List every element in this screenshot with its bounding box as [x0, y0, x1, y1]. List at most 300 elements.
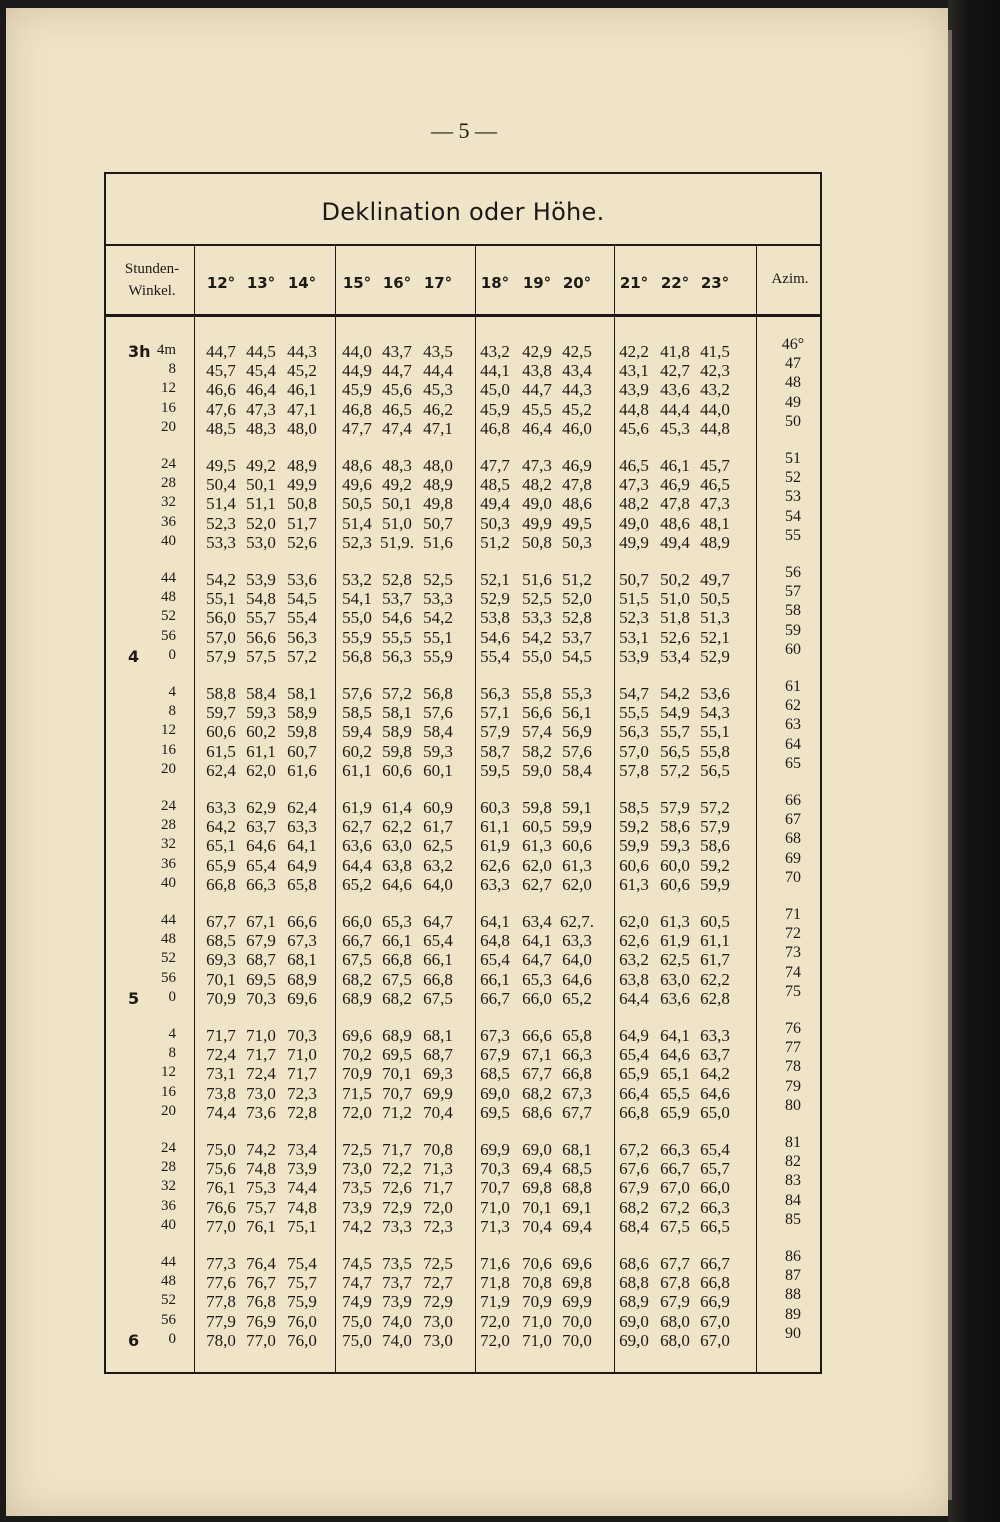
table-cell: 68,0 [660, 1330, 690, 1350]
table-cell: 76,8 [246, 1292, 276, 1312]
table-cell: 74,8 [246, 1159, 276, 1179]
table-cell: 70,3 [246, 988, 276, 1008]
table-cell: 61,7 [423, 817, 453, 837]
table-cell: 76,7 [246, 1273, 276, 1293]
table-cell: 63,6 [342, 836, 372, 856]
minute-label: 52 [161, 1292, 176, 1309]
table-cell: 41,8 [660, 342, 690, 361]
table-cell: 67,3 [287, 931, 317, 951]
table-cell: 72,4 [246, 1064, 276, 1084]
table-cell: 67,9 [246, 931, 276, 951]
azimuth-cell: 54 [785, 507, 801, 525]
table-cell: 44,7 [206, 342, 236, 361]
minute-label: 0 [168, 988, 176, 1005]
table-cell: 65,4 [619, 1045, 649, 1065]
table-cell: 64,9 [619, 1026, 649, 1045]
minute-label: 8 [168, 361, 176, 378]
table-cell: 63,2 [619, 950, 649, 970]
table-cell: 73,4 [287, 1140, 317, 1159]
table-cell: 65,8 [287, 874, 317, 894]
table-cell: 77,3 [206, 1254, 236, 1273]
table-cell: 74,0 [382, 1330, 412, 1350]
table-cell: 73,0 [423, 1330, 453, 1350]
table-cell: 71,7 [246, 1045, 276, 1065]
table-cell: 46,9 [562, 456, 592, 475]
table-cell: 55,0 [342, 608, 372, 628]
table-cell: 55,1 [423, 627, 453, 647]
table-cell: 63,3 [480, 874, 510, 894]
table-cell: 61,1 [246, 741, 276, 761]
table-cell: 46,9 [660, 475, 690, 495]
table-cell: 64,1 [480, 912, 510, 931]
table-cell: 70,1 [382, 1064, 412, 1084]
minute-label: 52 [161, 950, 176, 967]
table-cell: 62,0 [522, 855, 552, 875]
table-cell: 45,6 [382, 380, 412, 400]
table-cell: 58,1 [287, 684, 317, 703]
minute-label: 0 [168, 646, 176, 663]
table-cell: 71,3 [423, 1159, 453, 1179]
minute-label: 40 [161, 532, 176, 549]
table-cell: 72,0 [480, 1330, 510, 1350]
table-cell: 74,9 [342, 1292, 372, 1312]
table-cell: 69,1 [562, 1197, 592, 1217]
table-cell: 44,4 [660, 399, 690, 419]
minute-label: 28 [161, 1159, 176, 1176]
table-cell: 53,3 [423, 589, 453, 609]
table-cell: 45,5 [522, 399, 552, 419]
table-cell: 74,5 [342, 1254, 372, 1273]
table-cell: 70,9 [522, 1292, 552, 1312]
azimuth-cell: 47 [785, 355, 801, 373]
table-cell: 65,3 [522, 969, 552, 989]
table-cell: 44,0 [342, 342, 372, 361]
table-cell: 65,2 [562, 988, 592, 1008]
table-cell: 55,5 [619, 703, 649, 723]
table-cell: 49,9 [619, 532, 649, 552]
table-cell: 47,7 [342, 418, 372, 438]
table-cell: 67,9 [660, 1292, 690, 1312]
table-cell: 52,1 [700, 627, 730, 647]
table-cell: 75,1 [287, 1216, 317, 1236]
table-cell: 73,5 [382, 1254, 412, 1273]
table-cell: 52,0 [562, 589, 592, 609]
table-cell: 68,8 [619, 1273, 649, 1293]
table-cell: 43,1 [619, 361, 649, 381]
table-cell: 70,3 [480, 1159, 510, 1179]
table-cell: 54,2 [660, 684, 690, 703]
table-cell: 56,3 [480, 684, 510, 703]
table-cell: 49,2 [246, 456, 276, 475]
column-header: 13° [246, 274, 276, 292]
table-cell: 64,0 [562, 950, 592, 970]
minute-label: 4 [168, 684, 176, 700]
table-cell: 66,9 [700, 1292, 730, 1312]
table-cell: 72,3 [423, 1216, 453, 1236]
table-cell: 73,1 [206, 1064, 236, 1084]
table-cell: 61,4 [382, 798, 412, 817]
column-header: 16° [382, 274, 412, 292]
table-cell: 46,8 [480, 418, 510, 438]
table-cell: 73,7 [382, 1273, 412, 1293]
table-cell: 51,4 [342, 513, 372, 533]
table-cell: 56,6 [246, 627, 276, 647]
table-cell: 69,6 [562, 1254, 592, 1273]
azimuth-cell: 72 [785, 925, 801, 943]
table-cell: 54,7 [619, 684, 649, 703]
minute-label: 44 [161, 570, 176, 586]
minute-label: 4 [168, 1026, 176, 1042]
table-cell: 60,6 [382, 760, 412, 780]
table-cell: 55,8 [700, 741, 730, 761]
table-cell: 71,7 [287, 1064, 317, 1084]
table-cell: 65,4 [246, 855, 276, 875]
table-cell: 60,3 [480, 798, 510, 817]
table-cell: 63,3 [287, 817, 317, 837]
table-cell: 69,4 [522, 1159, 552, 1179]
table-cell: 75,0 [206, 1140, 236, 1159]
table-cell: 65,4 [700, 1140, 730, 1159]
table-cell: 58,1 [382, 703, 412, 723]
table-cell: 62,2 [382, 817, 412, 837]
table-cell: 74,8 [287, 1197, 317, 1217]
table-cell: 74,2 [342, 1216, 372, 1236]
table-cell: 76,1 [246, 1216, 276, 1236]
minute-label: 40 [161, 874, 176, 891]
table-cell: 59,9 [562, 817, 592, 837]
table-cell: 52,3 [342, 532, 372, 552]
table-cell: 62,9 [246, 798, 276, 817]
table-cell: 42,3 [700, 361, 730, 381]
table-cell: 72,0 [342, 1102, 372, 1122]
table-cell: 59,7 [206, 703, 236, 723]
table-cell: 67,5 [342, 950, 372, 970]
hour-label: 4 [128, 646, 140, 666]
minute-label: 28 [161, 817, 176, 834]
table-cell: 61,3 [562, 855, 592, 875]
table-cell: 69,6 [342, 1026, 372, 1045]
table-cell: 49,9 [522, 513, 552, 533]
table-cell: 66,6 [287, 912, 317, 931]
table-cell: 64,7 [423, 912, 453, 931]
header-azimuth: Azim. [771, 271, 809, 287]
table-cell: 43,7 [382, 342, 412, 361]
table-cell: 67,1 [522, 1045, 552, 1065]
azimuth-cell: 77 [785, 1039, 801, 1057]
table-cell: 71,7 [423, 1178, 453, 1198]
table-cell: 61,3 [522, 836, 552, 856]
table-cell: 53,7 [562, 627, 592, 647]
table-cell: 58,4 [562, 760, 592, 780]
table-cell: 68,5 [562, 1159, 592, 1179]
table-cell: 48,9 [700, 532, 730, 552]
table-cell: 53,3 [522, 608, 552, 628]
table-cell: 47,3 [522, 456, 552, 475]
table-cell: 57,6 [342, 684, 372, 703]
table-cell: 46,1 [287, 380, 317, 400]
table-cell: 71,2 [382, 1102, 412, 1122]
table-cell: 60,2 [342, 741, 372, 761]
table-cell: 69,9 [480, 1140, 510, 1159]
table-cell: 55,1 [206, 589, 236, 609]
table-cell: 63,3 [700, 1026, 730, 1045]
table-cell: 70,8 [522, 1273, 552, 1293]
minute-label: 16 [161, 741, 176, 758]
table-cell: 76,6 [206, 1197, 236, 1217]
table-cell: 52,3 [619, 608, 649, 628]
table-cell: 62,4 [206, 760, 236, 780]
table-cell: 67,5 [423, 988, 453, 1008]
table-cell: 72,3 [287, 1083, 317, 1103]
table-cell: 51,3 [700, 608, 730, 628]
table-cell: 47,7 [480, 456, 510, 475]
table-cell: 51,8 [660, 608, 690, 628]
azimuth-cell: 85 [785, 1210, 801, 1228]
table-cell: 46,5 [382, 399, 412, 419]
table-cell: 57,2 [287, 646, 317, 666]
table-cell: 54,2 [206, 570, 236, 589]
table-cell: 45,9 [342, 380, 372, 400]
table-cell: 61,3 [660, 912, 690, 931]
table-cell: 57,6 [423, 703, 453, 723]
table-cell: 50,7 [423, 513, 453, 533]
column-header: 20° [562, 274, 592, 292]
table-cell: 67,6 [619, 1159, 649, 1179]
hour-label: 5 [128, 988, 140, 1008]
table-cell: 77,9 [206, 1311, 236, 1331]
table-cell: 51,7 [287, 513, 317, 533]
minute-label: 12 [161, 1064, 176, 1081]
table-cell: 50,5 [700, 589, 730, 609]
azimuth-cell: 55 [785, 526, 801, 544]
table-cell: 66,0 [700, 1178, 730, 1198]
table-cell: 58,4 [423, 722, 453, 742]
minute-label: 16 [161, 399, 176, 416]
table-cell: 65,9 [619, 1064, 649, 1084]
table-cell: 50,8 [287, 494, 317, 514]
table-cell: 68,8 [562, 1178, 592, 1198]
minute-label: 56 [161, 969, 176, 986]
table-cell: 49,5 [206, 456, 236, 475]
azimuth-cell: 78 [785, 1058, 801, 1076]
table-cell: 46,1 [660, 456, 690, 475]
table-cell: 69,8 [562, 1273, 592, 1293]
minute-label: 24 [161, 456, 176, 472]
table-cell: 51,2 [562, 570, 592, 589]
table-cell: 49,2 [382, 475, 412, 495]
table-cell: 68,5 [206, 931, 236, 951]
table-cell: 54,1 [342, 589, 372, 609]
table-cell: 71,7 [206, 1026, 236, 1045]
table-cell: 73,5 [342, 1178, 372, 1198]
table-cell: 72,5 [423, 1254, 453, 1273]
table-cell: 49,9 [287, 475, 317, 495]
table-title: Deklination oder Höhe. [321, 198, 605, 226]
table-cell: 51,4 [206, 494, 236, 514]
table-cell: 47,3 [700, 494, 730, 514]
minute-label: 0 [168, 1330, 176, 1347]
table-cell: 72,9 [423, 1292, 453, 1312]
column-separator [335, 244, 336, 1372]
table-cell: 68,4 [619, 1216, 649, 1236]
table-cell: 74,0 [382, 1311, 412, 1331]
table-cell: 63,2 [423, 855, 453, 875]
table-cell: 70,2 [342, 1045, 372, 1065]
table-cell: 70,7 [480, 1178, 510, 1198]
table-cell: 77,0 [246, 1330, 276, 1350]
table-cell: 59,8 [522, 798, 552, 817]
table-cell: 66,7 [342, 931, 372, 951]
table-cell: 68,6 [619, 1254, 649, 1273]
minute-label: 8 [168, 703, 176, 720]
table-cell: 57,8 [619, 760, 649, 780]
minute-label: 32 [161, 836, 176, 853]
table-cell: 71,5 [342, 1083, 372, 1103]
hour-label: 6 [128, 1330, 140, 1350]
table-cell: 62,2 [700, 969, 730, 989]
table-cell: 55,7 [246, 608, 276, 628]
table-cell: 66,8 [700, 1273, 730, 1293]
table-cell: 64,1 [660, 1026, 690, 1045]
table-cell: 46,5 [619, 456, 649, 475]
azimuth-cell: 82 [785, 1153, 801, 1171]
table-cell: 64,1 [287, 836, 317, 856]
table-cell: 66,5 [700, 1216, 730, 1236]
table-cell: 45,6 [619, 418, 649, 438]
table-cell: 68,9 [342, 988, 372, 1008]
header-rule [106, 314, 820, 317]
table-cell: 61,1 [700, 931, 730, 951]
azimuth-cell: 68 [785, 830, 801, 848]
table-cell: 71,0 [287, 1045, 317, 1065]
table-cell: 60,5 [700, 912, 730, 931]
table-cell: 72,4 [206, 1045, 236, 1065]
minute-label: 24 [161, 1140, 176, 1156]
table-cell: 43,5 [423, 342, 453, 361]
azimuth-cell: 89 [785, 1305, 801, 1323]
table-cell: 62,7. [560, 912, 594, 931]
table-cell: 52,8 [562, 608, 592, 628]
table-cell: 48,3 [382, 456, 412, 475]
table-cell: 44,8 [700, 418, 730, 438]
table-cell: 67,7 [522, 1064, 552, 1084]
table-cell: 61,9 [480, 836, 510, 856]
table-cell: 67,2 [619, 1140, 649, 1159]
table-cell: 61,6 [287, 760, 317, 780]
table-cell: 65,9 [660, 1102, 690, 1122]
table-cell: 55,0 [522, 646, 552, 666]
table-cell: 69,3 [206, 950, 236, 970]
table-cell: 58,2 [522, 741, 552, 761]
table-cell: 75,0 [342, 1311, 372, 1331]
table-cell: 67,2 [660, 1197, 690, 1217]
azimuth-cell: 73 [785, 944, 801, 962]
table-cell: 62,5 [423, 836, 453, 856]
table-cell: 65,8 [562, 1026, 592, 1045]
table-cell: 55,4 [287, 608, 317, 628]
table-cell: 57,1 [480, 703, 510, 723]
table-cell: 53,9 [619, 646, 649, 666]
table-cell: 68,1 [287, 950, 317, 970]
table-cell: 46,8 [342, 399, 372, 419]
table-cell: 75,7 [246, 1197, 276, 1217]
table-cell: 73,9 [382, 1292, 412, 1312]
table-cell: 66,4 [619, 1083, 649, 1103]
header-hour-angle: Stunden-Winkel. [124, 261, 180, 299]
minute-label: 52 [161, 608, 176, 625]
table-cell: 59,3 [246, 703, 276, 723]
table-cell: 41,5 [700, 342, 730, 361]
table-cell: 64,6 [660, 1045, 690, 1065]
table-cell: 49,8 [423, 494, 453, 514]
minute-label: 8 [168, 1045, 176, 1062]
table-cell: 60,6 [619, 855, 649, 875]
table-cell: 63,3 [562, 931, 592, 951]
azimuth-cell: 53 [785, 488, 801, 506]
table-cell: 53,2 [342, 570, 372, 589]
table-cell: 45,7 [206, 361, 236, 381]
table-cell: 69,5 [246, 969, 276, 989]
table-cell: 54,6 [480, 627, 510, 647]
table-cell: 49,5 [562, 513, 592, 533]
table-cell: 44,5 [246, 342, 276, 361]
table-cell: 60,6 [562, 836, 592, 856]
table-cell: 48,9 [287, 456, 317, 475]
azimuth-cell: 90 [785, 1324, 801, 1342]
table-cell: 67,9 [619, 1178, 649, 1198]
table-cell: 70,9 [342, 1064, 372, 1084]
table-cell: 48,6 [342, 456, 372, 475]
table-cell: 56,3 [619, 722, 649, 742]
table-cell: 68,1 [562, 1140, 592, 1159]
table-cell: 53,0 [246, 532, 276, 552]
azimuth-cell: 48 [785, 374, 801, 392]
minute-label: 36 [161, 855, 176, 872]
table-cell: 58,9 [382, 722, 412, 742]
table-cell: 67,0 [700, 1311, 730, 1331]
table-cell: 45,3 [660, 418, 690, 438]
table-cell: 43,9 [619, 380, 649, 400]
column-separator [475, 244, 476, 1372]
table-cell: 59,5 [480, 760, 510, 780]
table-cell: 43,2 [700, 380, 730, 400]
table-cell: 47,6 [206, 399, 236, 419]
table-cell: 49,4 [480, 494, 510, 514]
table-cell: 73,0 [246, 1083, 276, 1103]
table-cell: 69,0 [480, 1083, 510, 1103]
table-cell: 49,6 [342, 475, 372, 495]
table-cell: 56,5 [660, 741, 690, 761]
table-cell: 70,0 [562, 1311, 592, 1331]
table-cell: 72,5 [342, 1140, 372, 1159]
table-cell: 48,6 [660, 513, 690, 533]
table-cell: 63,0 [382, 836, 412, 856]
table-cell: 72,7 [423, 1273, 453, 1293]
table-cell: 55,4 [480, 646, 510, 666]
azimuth-cell: 64 [785, 735, 801, 753]
table-cell: 48,9 [423, 475, 453, 495]
minute-label: 28 [161, 475, 176, 492]
table-cell: 63,7 [700, 1045, 730, 1065]
table-cell: 60,9 [423, 798, 453, 817]
table-cell: 53,8 [480, 608, 510, 628]
table-cell: 58,8 [206, 684, 236, 703]
table-cell: 60,1 [423, 760, 453, 780]
column-header: 22° [660, 274, 690, 292]
table-cell: 71,9 [480, 1292, 510, 1312]
table-cell: 74,2 [246, 1140, 276, 1159]
table-cell: 49,7 [700, 570, 730, 589]
